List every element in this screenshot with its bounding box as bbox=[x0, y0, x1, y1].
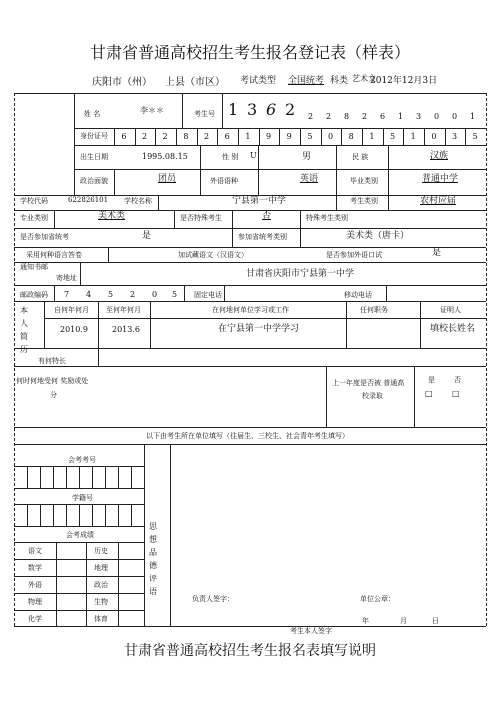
mail-label: 通知书邮 bbox=[20, 263, 48, 271]
gender-value: 男 bbox=[302, 152, 312, 162]
birth-label: 出生日期 bbox=[80, 153, 108, 161]
cell-line bbox=[54, 210, 55, 228]
hk-score-label: 会考成绩 bbox=[66, 531, 94, 539]
resume-from-value: 2010.9 bbox=[60, 325, 88, 334]
cell-line bbox=[56, 542, 57, 626]
cell-line bbox=[414, 366, 415, 427]
row-line bbox=[14, 626, 486, 627]
frame-top bbox=[14, 93, 486, 94]
exam-no-big-4: 2 bbox=[285, 100, 296, 119]
exam-no-digit: 2 bbox=[362, 112, 368, 121]
mobile-label: 移动电话 bbox=[344, 291, 372, 299]
id-digit: 0 bbox=[431, 132, 437, 141]
cell-line bbox=[80, 262, 81, 285]
grid-divider bbox=[40, 466, 41, 488]
photo-col-line bbox=[74, 93, 75, 195]
exam-no-big-1: 1 bbox=[228, 100, 239, 119]
exam-no-digit: 6 bbox=[380, 112, 386, 121]
addr-label: 寄地址 bbox=[56, 274, 77, 282]
prov-label: 参加省统考类别 bbox=[238, 233, 287, 241]
resume-where-label: 在何地何单位学习或工作 bbox=[212, 306, 289, 314]
ethnic-label: 民 族 bbox=[352, 153, 369, 161]
exam-no-digit: 1 bbox=[398, 112, 404, 121]
prev-admit-label-1: 上一年度是否被 普通高 bbox=[332, 379, 405, 387]
cell-line bbox=[326, 366, 327, 427]
cell-line bbox=[44, 301, 45, 348]
id-digit: 9 bbox=[266, 132, 272, 141]
unit-seal-label: 单位公章： bbox=[360, 595, 395, 603]
id-digit-divider bbox=[197, 128, 198, 145]
header-exam-type-value: 全国统考 bbox=[288, 76, 325, 86]
grid-divider bbox=[131, 466, 132, 488]
gender-label: 性 别 bbox=[222, 153, 239, 161]
header-date: 2012年12月3日 bbox=[370, 76, 438, 86]
no-label: 否 bbox=[454, 376, 461, 384]
cell-line bbox=[232, 228, 233, 247]
tibetan-label: 加试藏语文（汉语文） bbox=[178, 251, 248, 259]
cell-line bbox=[336, 169, 337, 195]
subject-english: 外语 bbox=[28, 581, 42, 589]
grid-divider bbox=[66, 466, 67, 488]
subject-geography: 地理 bbox=[94, 564, 108, 572]
id-digit: 3 bbox=[452, 132, 458, 141]
xj-no-label: 学籍号 bbox=[72, 494, 93, 502]
talent-label: 有何特长 bbox=[38, 357, 66, 365]
id-digit: 6 bbox=[121, 132, 127, 141]
birth-value: 1995.08.15 bbox=[142, 152, 188, 161]
id-digit: 1 bbox=[369, 132, 375, 141]
lang-value: 英语 bbox=[300, 174, 319, 184]
school-code-value: 622826101 bbox=[68, 196, 109, 204]
cell-line bbox=[144, 444, 145, 626]
id-digit: 8 bbox=[183, 132, 189, 141]
cell-line bbox=[258, 145, 259, 169]
id-digit-divider bbox=[445, 128, 446, 145]
post-label: 邮政编码 bbox=[20, 291, 48, 299]
name-label: 姓 名 bbox=[84, 110, 101, 118]
yes-label: 是 bbox=[428, 376, 435, 384]
row-line bbox=[14, 210, 486, 211]
id-digit: 5 bbox=[472, 132, 478, 141]
hk-no-label: 会考考号 bbox=[68, 456, 96, 464]
id-digit: 1 bbox=[410, 132, 416, 141]
grid-divider bbox=[79, 504, 80, 526]
year-label: 年 bbox=[362, 617, 369, 625]
grid-divider bbox=[66, 504, 67, 526]
post-digit: 4 bbox=[86, 290, 92, 299]
cell-line bbox=[300, 228, 301, 247]
id-digit-divider bbox=[383, 128, 384, 145]
row-line bbox=[14, 247, 486, 248]
cell-line bbox=[224, 285, 225, 301]
id-digit-divider bbox=[362, 128, 363, 145]
oral-label: 是否参加外语口试 bbox=[326, 251, 382, 259]
row-line bbox=[14, 526, 144, 527]
art-value: 是 bbox=[142, 231, 152, 241]
post-digit: 0 bbox=[152, 290, 158, 299]
id-digit: 0 bbox=[328, 132, 334, 141]
subject-biology: 生物 bbox=[94, 598, 108, 606]
id-digit-divider bbox=[279, 128, 280, 145]
student-type-value: 农村应届 bbox=[420, 196, 457, 206]
row-line bbox=[14, 593, 144, 594]
day-label: 日 bbox=[432, 617, 439, 625]
id-digit: 5 bbox=[390, 132, 396, 141]
row-line bbox=[14, 285, 486, 286]
row-line bbox=[14, 559, 144, 560]
cell-line bbox=[54, 285, 55, 301]
grid-divider bbox=[53, 466, 54, 488]
grid-divider bbox=[105, 466, 106, 488]
exam-no-digit: 0 bbox=[434, 112, 440, 121]
grid-divider bbox=[79, 466, 80, 488]
id-digit: 2 bbox=[204, 132, 210, 141]
addr-value: 甘肃省庆阳市宁县第一中学 bbox=[246, 269, 355, 279]
lower-notice: 以下由考生所在单位填写（往届生、三校生、社会青年考生填写） bbox=[146, 432, 349, 440]
id-digit: 5 bbox=[307, 132, 313, 141]
cell-line bbox=[300, 210, 301, 228]
school-code-label: 学校代码 bbox=[20, 197, 48, 205]
cell-line bbox=[150, 301, 151, 348]
exam-no-digit: 3 bbox=[416, 112, 422, 121]
header-city: 庆阳市（州） bbox=[92, 77, 152, 88]
resume-where-value: 在宁县第一中学学习 bbox=[218, 324, 300, 334]
id-digit: 2 bbox=[162, 132, 168, 141]
footer-title: 甘肃省普通高校招生考生报名表填写说明 bbox=[124, 643, 376, 659]
resume-duty-label: 任何职务 bbox=[360, 306, 388, 314]
id-digit-divider bbox=[321, 128, 322, 145]
grid-divider bbox=[27, 466, 28, 488]
leader-sign-label: 负责人签字： bbox=[192, 595, 234, 603]
subject-chemistry: 化学 bbox=[28, 615, 42, 623]
id-label: 身份证号 bbox=[80, 132, 108, 140]
id-digit-divider bbox=[424, 128, 425, 145]
row-line bbox=[74, 169, 486, 170]
exam-no-digit: 0 bbox=[452, 112, 458, 121]
id-digit: 1 bbox=[245, 132, 251, 141]
politics-value: 团员 bbox=[158, 174, 177, 184]
id-digit: 2 bbox=[142, 132, 148, 141]
id-digit-divider bbox=[176, 128, 177, 145]
grad-label: 毕业类别 bbox=[350, 177, 378, 185]
cell-line bbox=[108, 247, 109, 262]
cell-line bbox=[118, 542, 119, 626]
cell-line bbox=[114, 128, 115, 145]
exam-no-digit: 2 bbox=[308, 112, 314, 121]
major-value: 美术类 bbox=[98, 211, 126, 221]
cell-line bbox=[346, 301, 347, 348]
cell-line bbox=[114, 169, 115, 195]
grid-divider bbox=[118, 466, 119, 488]
id-digit-divider bbox=[259, 128, 260, 145]
grid-divider bbox=[118, 504, 119, 526]
header-county: 上县（市区） bbox=[165, 77, 225, 88]
row-line bbox=[14, 228, 486, 229]
cell-line bbox=[98, 348, 99, 366]
form-header bbox=[0, 73, 500, 87]
cell-line bbox=[258, 169, 259, 195]
grid-divider bbox=[40, 504, 41, 526]
id-digit-divider bbox=[135, 128, 136, 145]
post-digit: 7 bbox=[64, 290, 70, 299]
answer-lang-label: 采用何种语言答卷 bbox=[26, 251, 82, 259]
exam-no-digit: 8 bbox=[344, 112, 350, 121]
row-line bbox=[14, 262, 486, 263]
grid-divider bbox=[27, 504, 28, 526]
id-digit: 9 bbox=[286, 132, 292, 141]
month-label: 月 bbox=[400, 617, 407, 625]
name-value: 李＊＊ bbox=[140, 106, 164, 115]
cell-line bbox=[388, 195, 389, 210]
id-digit-divider bbox=[465, 128, 466, 145]
id-digit-divider bbox=[217, 128, 218, 145]
row-line bbox=[14, 444, 486, 445]
special-type-label: 特殊考生类别 bbox=[306, 214, 348, 222]
id-digit-divider bbox=[238, 128, 239, 145]
yes-checkbox[interactable]: □ bbox=[425, 389, 433, 398]
phone-label: 固定电话 bbox=[194, 291, 222, 299]
row-line bbox=[14, 488, 144, 489]
cell-line bbox=[386, 285, 387, 301]
form-title: 甘肃省普通高校招生考生报名登记表（样表） bbox=[89, 43, 410, 62]
grid-divider bbox=[131, 504, 132, 526]
post-digit: 5 bbox=[172, 290, 178, 299]
id-digit-divider bbox=[300, 128, 301, 145]
post-digit: 5 bbox=[108, 290, 114, 299]
resume-witness-label: 证明人 bbox=[440, 306, 461, 314]
subject-politics: 政治 bbox=[94, 581, 108, 589]
resume-to-label: 至何年何月 bbox=[106, 306, 141, 314]
cell-line bbox=[98, 301, 99, 348]
row-line bbox=[14, 301, 486, 302]
exam-no-label: 考生号 bbox=[194, 110, 215, 118]
grid-divider bbox=[105, 504, 106, 526]
cell-line bbox=[182, 93, 183, 128]
lang-label: 外语语种 bbox=[210, 177, 238, 185]
major-label: 专业类别 bbox=[20, 214, 48, 222]
cell-line bbox=[232, 210, 233, 228]
no-checkbox[interactable]: □ bbox=[452, 389, 460, 398]
prov-value: 美术类（唐卡） bbox=[346, 231, 410, 241]
row-line bbox=[14, 576, 144, 577]
opinion-label: 思想品德评语 bbox=[149, 522, 161, 596]
row-line bbox=[74, 145, 486, 146]
cell-line bbox=[388, 145, 389, 169]
school-name-label: 学校名称 bbox=[124, 197, 152, 205]
exam-no-big-2: 3 bbox=[247, 100, 258, 119]
row-line bbox=[14, 610, 144, 611]
school-name-value: 宁县第一中学 bbox=[232, 196, 287, 206]
resume-from-label: 自何年何月 bbox=[54, 306, 89, 314]
exam-no-big-3: 6 bbox=[266, 100, 277, 119]
ethnic-value: 汉族 bbox=[430, 151, 449, 161]
row-line bbox=[14, 542, 144, 543]
post-digit: 2 bbox=[130, 290, 136, 299]
id-digit-divider bbox=[341, 128, 342, 145]
frame-left bbox=[14, 93, 15, 626]
subject-math: 数学 bbox=[28, 564, 42, 572]
award-label-line2: 分 bbox=[50, 391, 57, 399]
subject-history: 历史 bbox=[94, 547, 108, 555]
grid-divider bbox=[92, 466, 93, 488]
student-type-label: 考生类别 bbox=[350, 197, 378, 205]
cell-line bbox=[388, 169, 389, 195]
art-label: 是否参加省统考 bbox=[20, 233, 69, 241]
special-label: 是否特殊考生 bbox=[180, 214, 222, 222]
header-subject-value: 艺术文 bbox=[352, 74, 376, 83]
grid-divider bbox=[92, 504, 93, 526]
subject-pe: 体育 bbox=[94, 615, 108, 623]
id-digit-divider bbox=[155, 128, 156, 145]
special-value: 否 bbox=[262, 211, 272, 221]
award-label-line1: 何时何地受何 奖励或处 bbox=[16, 377, 89, 385]
cell-line bbox=[222, 93, 223, 128]
cell-line bbox=[184, 285, 185, 301]
header-exam-type-label: 考试类型 bbox=[240, 76, 277, 86]
grad-value: 普通中学 bbox=[422, 174, 459, 184]
cell-line bbox=[158, 195, 159, 210]
resume-to-value: 2013.6 bbox=[112, 325, 140, 334]
cell-line bbox=[336, 195, 337, 210]
gender-mark: U bbox=[250, 151, 257, 160]
subject-physics: 物理 bbox=[28, 598, 42, 606]
frame-right bbox=[486, 93, 487, 626]
cell-line bbox=[420, 301, 421, 348]
id-digit: 8 bbox=[348, 132, 354, 141]
cell-line bbox=[336, 145, 337, 169]
grid-divider bbox=[53, 504, 54, 526]
cell-line bbox=[174, 210, 175, 228]
row-line bbox=[14, 366, 486, 367]
cell-line bbox=[86, 542, 87, 626]
cell-line bbox=[200, 145, 201, 169]
prev-admit-label-2: 校录取 bbox=[362, 392, 383, 400]
politics-label: 政治面貌 bbox=[80, 177, 108, 185]
header-subject-label: 科类 bbox=[330, 76, 349, 86]
resume-side-label: 本 人 简 历 bbox=[20, 306, 28, 354]
resume-witness-value: 填校长姓名 bbox=[430, 324, 476, 334]
row-line bbox=[14, 427, 486, 428]
cell-line bbox=[200, 169, 201, 195]
student-sign-label: 考生本人签字 bbox=[290, 627, 332, 635]
exam-no-digit: 2 bbox=[326, 112, 332, 121]
exam-no-digit: 1 bbox=[470, 112, 476, 121]
subject-chinese: 语文 bbox=[28, 547, 42, 555]
id-digit: 6 bbox=[224, 132, 230, 141]
id-digit-divider bbox=[403, 128, 404, 145]
oral-value: 是 bbox=[432, 248, 442, 258]
row-line bbox=[14, 348, 486, 349]
